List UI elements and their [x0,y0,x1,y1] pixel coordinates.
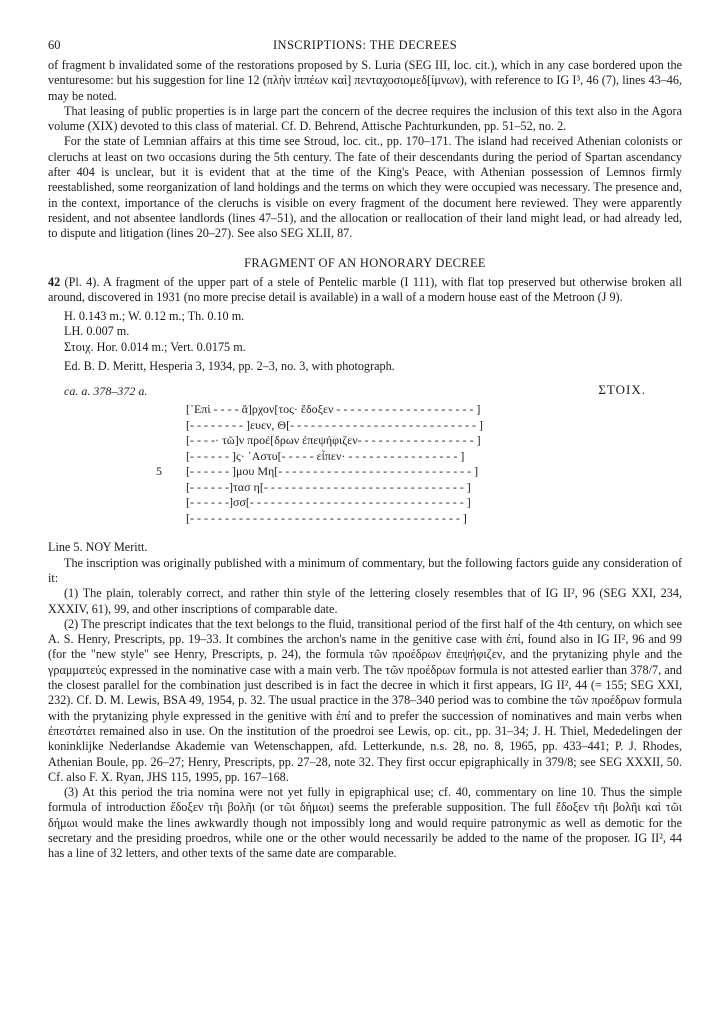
line-note: Line 5. ΝΟΥ Meritt. [48,540,148,555]
page-number: 60 [48,38,61,52]
entry-description [48,275,682,306]
inscription-line: [- - - - - - - - - - - - - - - - - - - - - - - - - - - - - - - - - - - - - - - ] [186,510,467,525]
intro-paragraph-3: For the state of Lemnian affairs at this time see Stroud, loc. cit., pp. 170–171. The island had received Athenian colonists or cleruchs at least on two occasions during the 5th century. The fate of their descendants during the period of Spartan ascendancy after 404 is unclear, but it is evident that at the time of the King's Peace, with Athenian possession of Lemnos firmly reestablished, some reorganization of land holdings and the terms on which they were occupied was necessary. The presence and, in the context, importance of the cleruchs is visible on every fragment of the document here reviewed. They were apparently resident, and not absentee landlords (lines 47–51), and the allocation or reallocation of their land might lead, or had already led, to dispute and litigation (lines 20–27). See also SEG XLII, 87. [48,134,682,241]
inscription-line: [- - - - - -]σσ[- - - - - - - - - - - - - - - - - - - - - - - - - - - - - - - ] [186,495,471,510]
measurement-line: H. 0.143 m.; W. 0.12 m.; Th. 0.10 m. [64,309,245,324]
page [48,38,682,862]
entry-number: 42 [48,274,61,289]
entry-description-text: (Pl. 4). A fragment of the upper part of a stele of Pentelic marble (I 111), with flat top preserved but otherwise broken all around, discovered in 1931 (no more precise detail is available) in a wall of a modern house east of the Metroon (J 9). [48,274,682,304]
commentary-paragraph: (2) The prescript indicates that the text belongs to the fluid, transitional period of the first half of the 4th century, on which see A. S. Henry, Prescripts, pp. 19–33. It combines the archon's name in the genitive case with ἐπί, found also in IG II², 96 and 99 (for the "new style" see Henry, Prescripts, p. 24), the formula τῶν προέδρων ἐπεψήφιζεν, and the prytanizing phyle and the γραμματεύς expressed in the nominative case with a main verb. The τῶν προέδρων formula is not attested earlier than 378/7, and the closest parallel for the combination just described is in fact the decree in which it first appears, IG II², 44 (= 155; SEG XXI, 232). Cf. D. M. Lewis, BSA 49, 1954, p. 32. The usual practice in the 378–340 period was to combine the τῶν προέδρων formula with the prytanizing phyle expressed in the genitive with ἐπί and to prefer the succession of nominatives and main verbs when ἐπεστάτει remained also in use. On the institution of the proedroi see Lewis, op. cit., pp. 31–34; J. H. Thiel, Mededelingen der koninklijke Nederlandse Akademie van Wetenschappen, afd. Letterkunde, n.s. 28, no. 8, 1965, pp. 433–441; P. J. Rhodes, Athenian Boule, pp. 26–27; Henry, Prescripts, pp. 27–28, note 32. They first occur epigraphically in 379/8; see SEG XXXII, 50. Cf. also F. X. Ryan, JHS 115, 1995, pp. 167–168. [48,616,682,784]
commentary-paragraph: (1) The plain, tolerably correct, and rather thin style of the lettering closely resembles that of IG II², 96 (SEG XXI, 234, XXXIV, 61), 99, and other inscriptions of comparable date. [48,586,682,616]
inscription-line: [- - - -· τῶ]ν προέ[δρων ἐπεψήφιζεν- - - - - - - - - - - - - - - - - ] [186,433,481,448]
edition-line: Ed. B. D. Meritt, Hesperia 3, 1934, pp. 2–3, no. 3, with photograph. [64,359,395,374]
date-bar [48,382,682,400]
intro-paragraph-2: That leasing of public properties is in large part the concern of the decree requires the inclusion of this text also in the Agora volume (XIX) devoted to this class of material. Cf. D. Behrend, Attische Pachturkunden, pp. 51–52, no. 2. [48,103,682,134]
measurement-line: LH. 0.007 m. [64,324,130,339]
commentary-paragraph: (3) At this period the tria nomina were not yet fully in epigraphical use; cf. 40, commentary on line 10. Thus the simple formula of introduction ἔδοξεν τῆι βολῆι (or τῶι δήμωι) seems the preferable supposition. The full ἔδοξεν τῆι βολῆι καὶ τῶι δήμωι would make the lines awkwardly though not impossibly long and would require patronymic as well as demotic for the secretary and the presiding proedros, while one or the other would necessarily be added to the name of the proposer. IG II², 44 has a line of 32 letters, and other texts of the same date are comparable. [48,785,682,861]
section-title: FRAGMENT OF AN HONORARY DECREE [244,255,486,270]
inscription-text [156,402,682,526]
page-header [48,38,682,58]
inscription-line: [- - - - - - ]ς· ᾿Αστυ[- - - - - εἶπεν· - - - - - - - - - - - - - - - - ] [186,448,465,463]
inscription-line: [᾿Επὶ - - - - ἄ]ρχον[τος· ἔδοξεν - - - - - - - - - - - - - - - - - - - - ] [186,402,481,417]
inscription-line: [- - - - - - - - ]ευεν, Θ[- - - - - - - - - - - - - - - - - - - - - - - - - - - ] [186,417,483,432]
stoichedon-label: ΣΤΟΙΧ. [598,382,646,398]
inscription-line: [- - - - - -]τασ η[- - - - - - - - - - - - - - - - - - - - - - - - - - - - - ] [186,479,471,494]
running-title: INSCRIPTIONS: THE DECREES [272,38,458,52]
intro-paragraph-1: of fragment b invalidated some of the restorations proposed by S. Luria (SEG III, loc. cit.), which in any case bordered upon the venturesome: but his suggestion for line 12 (πλὴν ἱππέων καὶ] πενταχοσιομεδ[ίμνων), with reference to IG I³, 46 (7), lines 43–46, may be noted. [48,58,682,103]
line-number: 5 [156,464,162,479]
measurement-line: Στοιχ. Hor. 0.014 m.; Vert. 0.0175 m. [64,339,246,354]
inscription-line: 5 [- - - - - - ]μου Μη[- - - - - - - - - - - - - - - - - - - - - - - - - - - - ] [156,464,479,479]
date-label: ca. a. 378–372 a. [64,384,148,399]
commentary-paragraph: The inscription was originally published with a minimum of commentary, but the following factors guide any consideration of it: [48,555,682,585]
